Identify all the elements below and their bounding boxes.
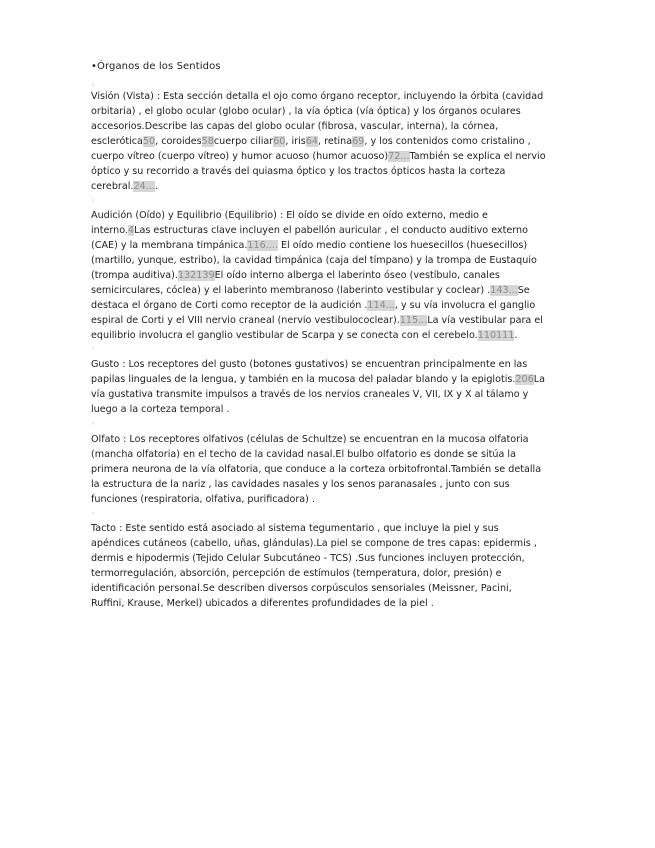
text-line: identificación personal.Se describen diversos corpúsculos sensoriales (Meissner, Pacini, [91, 583, 512, 594]
citation-marker[interactable]: 4 [128, 225, 135, 236]
text-line: termorregulación, absorción, percepción de estímulos (temperatura, dolor, presión) e [91, 568, 502, 579]
text-line: vía gustativa transmite impulsos a través de los nervios craneales V, VII, IX y X al tálamo y [91, 389, 529, 400]
text-line: accesorios.Describe las capas del globo ocular (fibrosa, vascular, interna), la córnea, [91, 121, 499, 132]
citation-marker[interactable]: 115... [399, 315, 428, 326]
text-line: orbitaria) , el globo ocular (globo ocular) , la vía óptica (vía óptica) y los órganos oculares [91, 106, 521, 117]
text-line: la estructura de la nariz , las cavidades nasales y los senos paranasales , junto con sus [91, 479, 510, 490]
text-line: papilas linguales de la lengua, y también en la mucosa del paladar blando y la epiglotis.206La [91, 374, 545, 385]
text-line: Tacto : Este sentido está asociado al sistema tegumentario , que incluye la piel y sus [91, 523, 499, 534]
paragraph-vision [91, 89, 566, 194]
text-line: equilibrio involucra el ganglio vestibular de Scarpa y se conecta con el cerebelo.110111. [91, 330, 518, 341]
citation-marker[interactable]: 69 [352, 136, 365, 147]
text-line: (mancha olfatoria) en el techo de la cavidad nasal.El bulbo olfatorio es donde se sitúa la [91, 449, 516, 460]
text-line: óptico y su recorrido a través del quiasma óptico y los tractos ópticos hasta la corteza [91, 166, 506, 177]
text-line: apéndices cutáneos (cabello, uñas, glándulas).La piel se compone de tres capas: epidermis , [91, 538, 537, 549]
text-line: Gusto : Los receptores del gusto (botones gustativos) se encuentran principalmente en las [91, 359, 528, 370]
text-line: Audición (Oído) y Equilibrio (Equilibrio) : El oído se divide en oído externo, medio e [91, 210, 488, 221]
text-line: interno.4Las estructuras clave incluyen el pabellón auricular , el conducto auditivo externo [91, 225, 528, 236]
text-line: (CAE) y la membrana timpánica.116.... El oído medio contiene los huesecillos (huesecillos) [91, 240, 528, 251]
text-line: dermis e hipodermis (Tejido Celular Subcutáneo - TCS) .Sus funciones incluyen protección, [91, 553, 525, 564]
separator-bullet: ◦ [91, 420, 96, 428]
text-line: Visión (Vista) : Esta sección detalla el ojo como órgano receptor, incluyendo la órbita (cavidad [91, 91, 544, 102]
text-line: destaca el órgano de Corti como receptor de la audición .114..., y su vía involucra el ganglio [91, 300, 536, 311]
paragraph-gusto [91, 357, 566, 417]
separator-bullet: ◦ [91, 510, 96, 518]
citation-marker[interactable]: 132139 [177, 270, 215, 281]
text-line: cuerpo vítreo (cuerpo vítreo) y humor acuoso (humor acuoso)72...También se explica el nervio [91, 151, 546, 162]
text-line: Ruffini, Krause, Merkel) ubicados a diferentes profundidades de la piel . [91, 598, 434, 609]
separator-bullet: ◦ [91, 345, 96, 353]
citation-marker[interactable]: 24... [133, 181, 155, 192]
citation-marker[interactable]: 143... [490, 285, 518, 296]
paragraph-olfato [91, 432, 566, 507]
text-line: cerebral.24.... [91, 181, 158, 192]
citation-marker[interactable]: 116.... [247, 240, 278, 251]
citation-marker[interactable]: 206 [515, 374, 534, 385]
text-line: (martillo, yunque, estribo), la cavidad timpánica (caja del tímpano) y la trompa de Eustaquio [91, 255, 537, 266]
paragraph-audicion [91, 208, 566, 343]
citation-marker[interactable]: 50 [142, 136, 156, 147]
paragraph-tacto [91, 521, 566, 611]
citation-marker[interactable]: 60 [273, 136, 286, 147]
citation-marker[interactable]: 72... [388, 151, 410, 162]
citation-marker[interactable]: 110111 [477, 330, 515, 341]
text-line: luego a la corteza temporal . [91, 404, 230, 415]
text-line: funciones (respiratoria, olfativa, purificadora) . [91, 494, 316, 505]
citation-marker[interactable]: 58 [201, 136, 214, 147]
document-title: •Órganos de los Sentidos [91, 61, 221, 72]
text-line: primera neurona de la vía olfatoria, que conduce a la corteza orbitofrontal.También se detalla [91, 464, 542, 475]
citation-marker[interactable]: 64 [305, 136, 319, 147]
text-line: esclerótica50, coroides58cuerpo ciliar60, iris64, retina69, y los contenidos como cristalino , [91, 136, 531, 147]
text-line: Olfato : Los receptores olfativos (células de Schultze) se encuentran en la mucosa olfatoria [91, 434, 529, 445]
separator-bullet: ◦ [91, 82, 96, 90]
text-line: espiral de Corti y el VIII nervio craneal (nervio vestibulococlear).115...La vía vestibular para el [91, 315, 543, 326]
citation-marker[interactable]: 114... [367, 300, 395, 311]
text-line: (trompa auditiva).132139El oído interno alberga el laberinto óseo (vestíbulo, canales [91, 270, 500, 281]
text-line: semicirculares, cóclea) y el laberinto membranoso (laberinto vestibular y coclear) .143...Se [91, 285, 530, 296]
separator-bullet: ◦ [91, 197, 96, 205]
